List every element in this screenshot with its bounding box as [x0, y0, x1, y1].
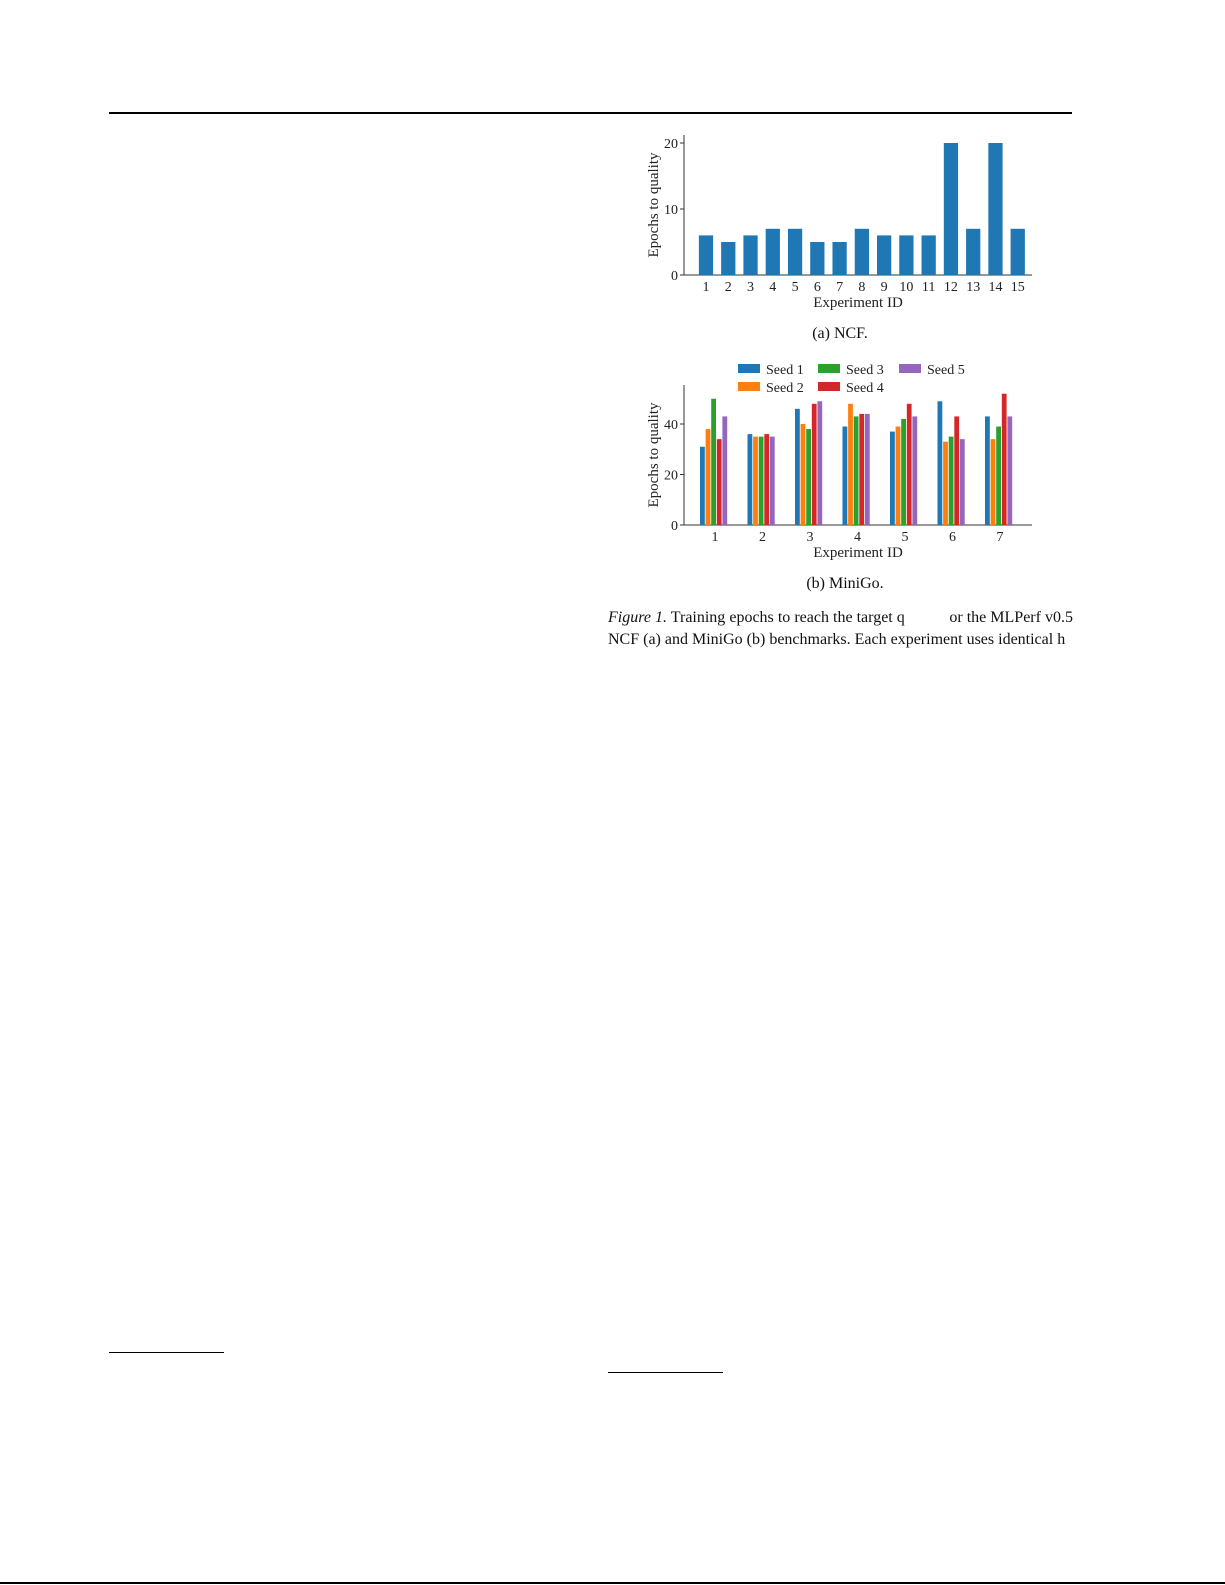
legend-swatch	[738, 382, 760, 391]
legend-label: Seed 2	[766, 381, 804, 396]
bar	[854, 416, 859, 525]
bar	[753, 437, 758, 525]
bar	[748, 434, 753, 525]
x-tick-label: 2	[724, 280, 732, 295]
bar	[817, 401, 822, 525]
bar	[788, 229, 802, 275]
figure-caption	[608, 607, 1078, 651]
bar	[877, 235, 891, 275]
x-tick-label: 5	[791, 280, 799, 295]
x-tick-label: 1	[711, 530, 719, 545]
x-tick-label: 5	[901, 530, 909, 545]
bar	[770, 437, 775, 525]
bar	[1011, 229, 1025, 275]
bar	[843, 427, 848, 525]
bar	[801, 424, 806, 525]
x-tick-label: 12	[943, 280, 958, 295]
bar	[988, 143, 1002, 275]
bar	[855, 229, 869, 275]
y-tick-label: 40	[664, 418, 678, 433]
legend-swatch	[899, 364, 921, 373]
minigo-bar-chart	[640, 355, 1040, 565]
footnote-rule-left	[109, 1352, 224, 1353]
bar	[722, 416, 727, 525]
bar	[764, 434, 769, 525]
y-tick-label: 0	[671, 519, 678, 534]
bar	[1007, 416, 1012, 525]
x-tick-label: 6	[813, 280, 821, 295]
bar	[848, 404, 853, 525]
legend-label: Seed 1	[766, 363, 804, 378]
x-tick-label: 6	[949, 530, 956, 545]
bar	[991, 439, 996, 525]
legend-label: Seed 4	[846, 381, 884, 396]
y-axis-label: Epochs to quality	[646, 152, 662, 258]
bar	[944, 143, 958, 275]
x-tick-label: 1	[702, 280, 710, 295]
bar	[699, 235, 713, 275]
bar	[706, 429, 711, 525]
bar	[810, 242, 824, 275]
y-tick-label: 0	[671, 269, 678, 284]
bar	[966, 229, 980, 275]
bar	[896, 427, 901, 525]
ncf-bar-chart	[640, 130, 1040, 315]
x-tick-label: 10	[899, 280, 914, 295]
bar	[922, 235, 936, 275]
x-tick-label: 4	[769, 280, 777, 295]
bar	[949, 437, 954, 525]
bar	[717, 439, 722, 525]
legend-swatch	[818, 382, 840, 391]
bar	[912, 416, 917, 525]
bar	[907, 404, 912, 525]
y-axis-label: Epochs to quality	[646, 402, 662, 508]
x-tick-label: 9	[880, 280, 888, 295]
bar	[943, 442, 948, 525]
bar	[832, 242, 846, 275]
y-tick-label: 20	[664, 137, 678, 152]
bar	[743, 235, 757, 275]
figure-caption-text: Training epochs to reach the target q or the MLPerf v0.5 NCF (a) and MiniGo (b) benchmarks. Each experiment uses identical h	[608, 609, 1078, 648]
bar	[890, 432, 895, 525]
bar	[795, 409, 800, 525]
x-tick-label: 14	[988, 280, 1003, 295]
legend-swatch	[818, 364, 840, 373]
footnote-rule-right	[608, 1372, 723, 1373]
x-axis-label: Experiment ID	[813, 545, 903, 561]
y-tick-label: 10	[664, 203, 678, 218]
x-tick-label: 3	[806, 530, 814, 545]
x-tick-label: 2	[759, 530, 766, 545]
bar	[721, 242, 735, 275]
bar	[960, 439, 965, 525]
bar	[901, 419, 906, 525]
subcaption-b: (b) MiniGo.	[806, 575, 884, 592]
bar	[859, 414, 864, 525]
legend-label: Seed 3	[846, 363, 884, 378]
x-tick-label: 11	[921, 280, 936, 295]
y-tick-label: 20	[664, 468, 678, 484]
bar	[985, 416, 990, 525]
bar	[759, 437, 764, 525]
x-tick-label: 15	[1010, 280, 1025, 295]
x-tick-label: 7	[996, 530, 1004, 545]
footer-rule	[0, 1582, 1225, 1584]
x-tick-label: 8	[858, 280, 866, 295]
legend-label: Seed 5	[927, 363, 965, 378]
x-tick-label: 7	[836, 280, 844, 295]
x-axis-label: Experiment ID	[813, 295, 903, 311]
bar	[996, 427, 1001, 525]
header-rule	[109, 112, 1072, 114]
bar	[711, 399, 716, 525]
subcaption-a: (a) NCF.	[812, 325, 868, 342]
bar	[700, 447, 705, 525]
x-tick-label: 4	[854, 530, 861, 545]
bar	[899, 235, 913, 275]
bar	[865, 414, 870, 525]
bar	[766, 229, 780, 275]
x-tick-label: 3	[747, 280, 755, 295]
bar	[1002, 394, 1007, 525]
legend-swatch	[738, 364, 760, 373]
bar	[806, 429, 811, 525]
figure-label: Figure 1.	[608, 609, 668, 626]
bar	[954, 416, 959, 525]
bar	[938, 401, 943, 525]
x-tick-label: 13	[966, 280, 981, 295]
bar	[812, 404, 817, 525]
